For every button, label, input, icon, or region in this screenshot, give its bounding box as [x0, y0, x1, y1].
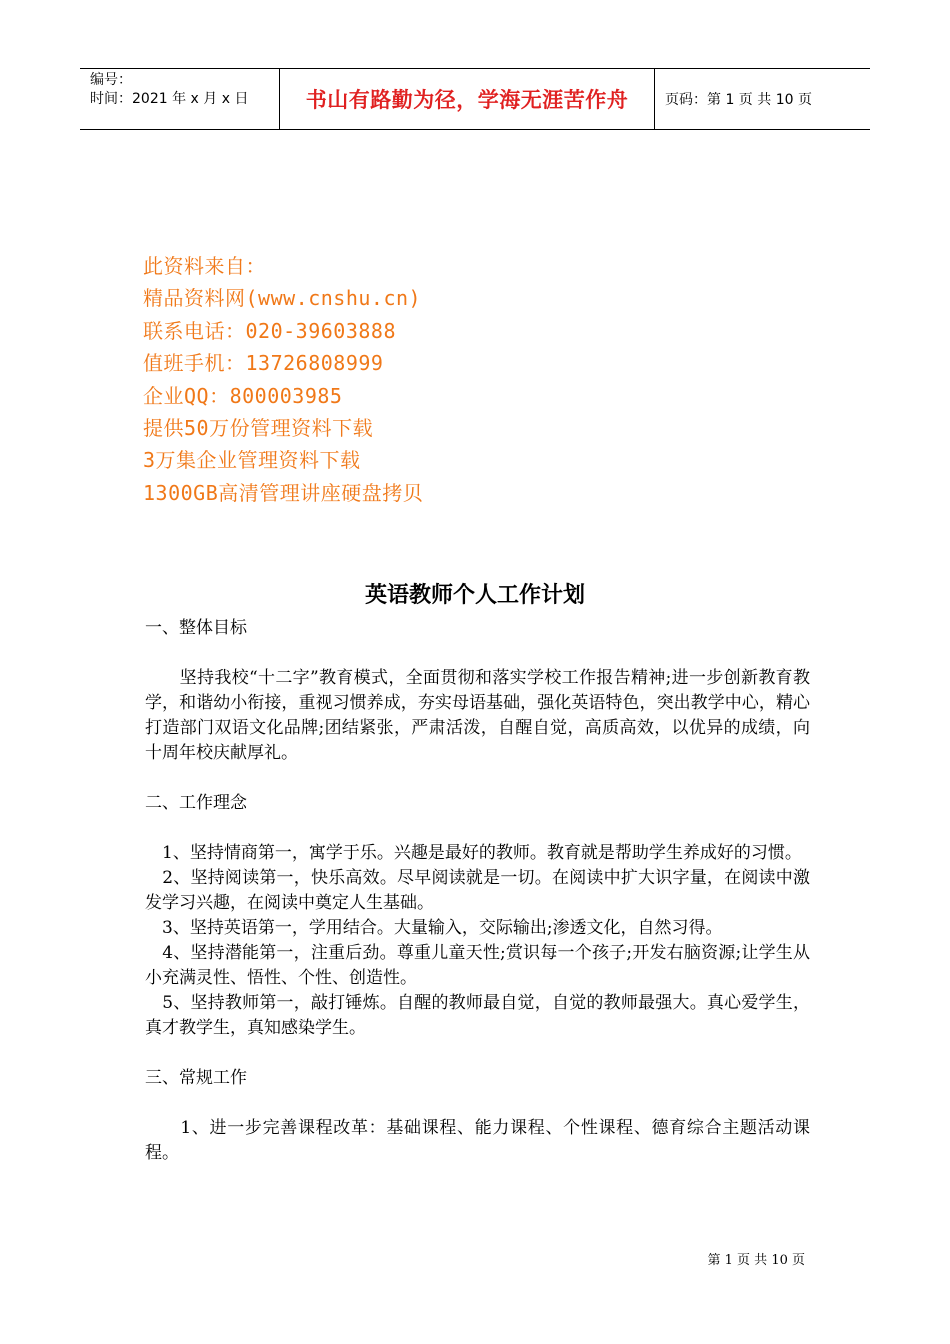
page-footer: 第 1 页 共 10 页 — [707, 1253, 805, 1268]
list-item: 4、坚持潜能第一，注重后劲。尊重儿童天性;赏识每一个孩子;开发右脑资源;让学生从小充满灵性、悟性、个性、创造性。 — [145, 943, 810, 988]
section-heading: 一、整体目标 — [145, 618, 247, 638]
header-page-label: 页码：第 1 页 共 10 页 — [665, 92, 812, 108]
promo-line: 企业QQ：800003985 — [143, 383, 343, 408]
header-motto: 书山有路勤为径，学海无涯苦作舟 — [280, 69, 655, 129]
promo-line: 提供50万份管理资料下载 — [143, 416, 374, 441]
document-body — [145, 616, 810, 1166]
promo-block — [143, 250, 423, 509]
section-heading: 三、常规工作 — [145, 1068, 247, 1088]
header-table — [80, 68, 870, 130]
promo-line: 1300GB高清管理讲座硬盘拷贝 — [143, 480, 424, 505]
section-heading: 二、工作理念 — [145, 793, 247, 813]
list-item: 5、坚持教师第一，敲打锤炼。自醒的教师最自觉，自觉的教师最强大。真心爱学生，真才教学生，真知感染学生。 — [145, 993, 810, 1038]
list-item: 1、坚持情商第一，寓学于乐。兴趣是最好的教师。教育就是帮助学生养成好的习惯。 — [145, 843, 802, 863]
time-label: 时间：2021 年 x 月 x 日 — [90, 91, 249, 107]
list-item: 3、坚持英语第一，学用结合。大量输入，交际输出;渗透文化，自然习得。 — [145, 918, 723, 938]
paragraph: 1、进一步完善课程改革：基础课程、能力课程、个性课程、德育综合主题活动课程。 — [145, 1118, 810, 1163]
promo-line: 此资料来自： — [143, 254, 266, 278]
promo-line: 值班手机：13726808999 — [143, 351, 384, 376]
promo-line: 联系电话：020-39603888 — [143, 318, 396, 343]
promo-line: 精品资料网(www.cnshu.cn) — [143, 286, 422, 311]
header-left-cell — [80, 69, 280, 129]
promo-line: 3万集企业管理资料下载 — [143, 448, 361, 473]
document-title: 英语教师个人工作计划 — [364, 583, 585, 608]
paragraph: 坚持我校“十二字”教育模式，全面贯彻和落实学校工作报告精神;进一步创新教育教学，和谐幼小衔接，重视习惯养成，夯实母语基础，强化英语特色，突出教学中心，精心打造部门双语文化品牌;团结紧张，严肃活泼，自醒自觉，高质高效，以优异的成绩，向十周年校庆献厚礼。 — [145, 668, 810, 763]
list-item: 2、坚持阅读第一，快乐高效。尽早阅读就是一切。在阅读中扩大识字量，在阅读中激发学习兴趣，在阅读中奠定人生基础。 — [145, 868, 810, 913]
number-label: 编号： — [90, 72, 132, 88]
